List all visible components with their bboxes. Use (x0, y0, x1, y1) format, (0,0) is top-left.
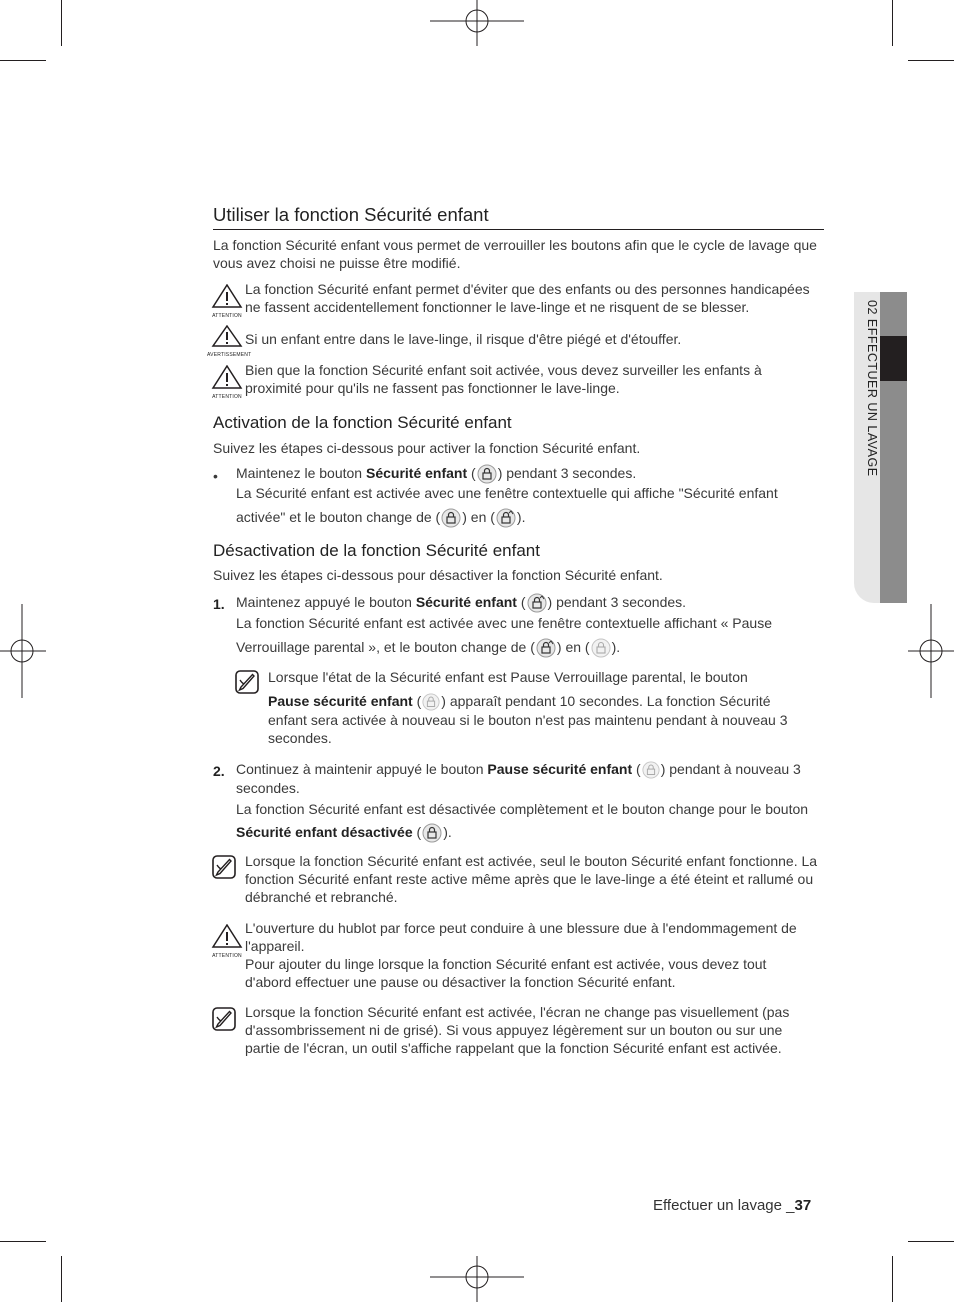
warning-icon (207, 325, 252, 358)
child-lock-pause-icon (422, 693, 440, 711)
attention-icon (211, 284, 243, 319)
page-number: 37 (794, 1197, 812, 1214)
crop-mark (61, 1256, 62, 1302)
page-footer: Effectuer un lavage _37 (653, 1197, 812, 1214)
warning-text: La fonction Sécurité enfant permet d'éviter que des enfants ou des personnes handicapées ne fassent accidentellement fonctionner le lave-linge et ne risquent de se blesser. (245, 281, 810, 315)
crop-mark (908, 1241, 954, 1242)
warning-label: AVERTISSEMENT (207, 352, 252, 358)
note-text: Pause sécurité enfant ( ) apparaît pendant 10 secondes. La fonction Sécurité enfant sera activée à nouveau si le bouton n'est pas maintenu pendant à nouveau 3 secondes. (268, 693, 788, 747)
warning-label: ATTENTION (212, 313, 242, 319)
child-lock-active-icon (496, 508, 516, 528)
section-heading-deactivation: Désactivation de la fonction Sécurité enfant (213, 541, 540, 560)
warning-text: Bien que la fonction Sécurité enfant soit activée, vous devez surveiller les enfants à proximité pour qu'ils ne fassent pas fonctionner le lave-linge. (245, 362, 762, 396)
note-icon (212, 855, 236, 879)
deactivation-intro: Suivez les étapes ci-dessous pour désactiver la fonction Sécurité enfant. (213, 567, 663, 583)
note-text: Lorsque la fonction Sécurité enfant est activée, seul le bouton Sécurité enfant fonctionne. La fonction Sécurité enfant reste active même après que le lave-linge a été éteint et rallumé ou débranché et rebranché. (245, 853, 818, 905)
registration-mark (0, 604, 48, 698)
step1-line-3: Verrouillage parental », et le bouton change de ( ) en ( ). (236, 638, 620, 658)
side-tab-label: 02 EFFECTUER UN LAVAGE (865, 300, 879, 477)
child-lock-button-icon (477, 464, 497, 484)
activation-line-1: Maintenez le bouton Sécurité enfant ( ) pendant 3 secondes. (236, 464, 636, 484)
step-number: 1. (213, 596, 225, 612)
step2-text: Continuez à maintenir appuyé le bouton Pause sécurité enfant ( ) pendant à nouveau 3 secondes. (236, 761, 801, 797)
step1-line-1: Maintenez appuyé le bouton Sécurité enfant ( ) pendant 3 secondes. (236, 593, 686, 613)
attention-icon (211, 365, 243, 400)
registration-mark (906, 604, 954, 698)
activation-line-2: La Sécurité enfant est activée avec une fenêtre contextuelle qui affiche "Sécurité enfant (236, 485, 778, 501)
step1-line-2: La fonction Sécurité enfant est activée avec une fenêtre contextuelle affichant « Pause (236, 615, 772, 631)
crop-mark (908, 60, 954, 61)
registration-mark (430, 0, 524, 48)
crop-mark (892, 1256, 893, 1302)
step2-line-2: La fonction Sécurité enfant est désactivée complètement et le bouton change pour le bouton (236, 801, 809, 817)
warning-label: ATTENTION (212, 394, 242, 400)
registration-mark (430, 1256, 524, 1302)
step2-line-3: Sécurité enfant désactivée ( ). (236, 823, 452, 843)
crop-mark (0, 1241, 46, 1242)
bullet: • (213, 468, 218, 484)
warning-text: L'ouverture du hublot par force peut conduire à une blessure due à l'endommagement de l'appareil. (245, 920, 797, 954)
crop-mark (0, 60, 46, 61)
child-lock-active-icon (536, 638, 556, 658)
child-lock-button-icon (441, 508, 461, 528)
note-icon (235, 670, 259, 694)
intro-paragraph: La fonction Sécurité enfant vous permet de verrouiller les boutons afin que le cycle de lavage que vous avez choisi ne puisse être modifié. (213, 237, 817, 271)
note-text-line1: Lorsque l'état de la Sécurité enfant est Pause Verrouillage parental, le bouton (268, 669, 748, 685)
activation-intro: Suivez les étapes ci-dessous pour activer la fonction Sécurité enfant. (213, 440, 641, 456)
child-lock-active-icon (527, 593, 547, 613)
warning-text: Si un enfant entre dans le lave-linge, il risque d'être piégé et d'étouffer. (245, 331, 682, 347)
page-title: Utiliser la fonction Sécurité enfant (213, 204, 824, 230)
step-number: 2. (213, 763, 225, 779)
child-lock-pause-icon (642, 761, 660, 779)
child-lock-off-icon (422, 823, 442, 843)
crop-mark (892, 0, 893, 46)
activation-line-3: activée" et le bouton change de ( ) en ( ). (236, 508, 525, 528)
attention-icon (211, 924, 243, 959)
section-heading-activation: Activation de la fonction Sécurité enfant (213, 413, 512, 432)
crop-mark (61, 0, 62, 46)
note-text: Lorsque la fonction Sécurité enfant est activée, l'écran ne change pas visuellement (pas d'assombrissement ni de grisé). Si vous appuyez légèrement sur un bouton ou sur une partie de l'écran, un outil s'affiche rappelant que la fonction Sécurité enfant est activée. (245, 1004, 790, 1056)
warning-label: ATTENTION (212, 953, 242, 959)
note-icon (212, 1007, 236, 1031)
warning-text: Pour ajouter du linge lorsque la fonction Sécurité enfant est activée, vous devez tout d'abord effectuer une pause ou désactiver la fonction Sécurité enfant. (245, 956, 767, 990)
child-lock-pause-icon (591, 638, 611, 658)
